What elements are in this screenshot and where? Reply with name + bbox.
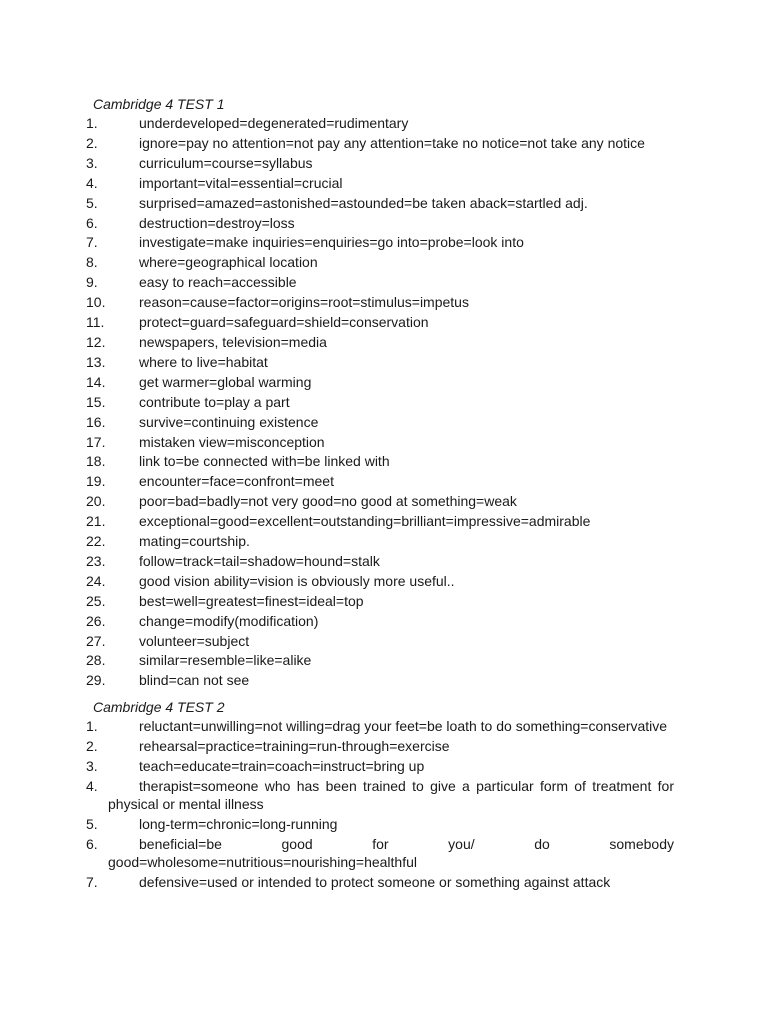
item-number: 29. (86, 672, 106, 689)
item-number: 25. (86, 592, 106, 609)
item-number: 13. (86, 353, 106, 370)
item-text: exceptional=good=excellent=outstanding=brilliant=impressive=admirable (139, 513, 591, 530)
list-item (0, 452, 674, 472)
item-text: reluctant=unwilling=not willing=drag your feet=be loath to do something=conservative (139, 718, 668, 735)
item-number: 12. (86, 333, 106, 350)
item-number: 1. (86, 718, 98, 735)
list-item (0, 592, 674, 612)
item-number: 15. (86, 393, 106, 410)
item-number: 11. (86, 314, 105, 331)
list-item (0, 214, 674, 234)
list-item (0, 671, 674, 691)
list-item (0, 194, 674, 214)
list-item (0, 373, 674, 393)
list-item (0, 651, 674, 671)
item-text: encounter=face=confront=meet (139, 473, 334, 490)
item-number: 2. (86, 134, 98, 151)
item-number: 3. (86, 154, 98, 171)
list-item (0, 572, 674, 592)
list-item (0, 333, 674, 353)
list-item (0, 512, 674, 532)
item-text: good vision ability=vision is obviously more useful.. (139, 572, 455, 589)
item-number: 4. (86, 174, 98, 191)
list-item (0, 492, 674, 512)
item-text: blind=can not see (139, 672, 250, 689)
list-item (0, 174, 674, 194)
item-number: 4. (86, 778, 98, 795)
list-item (0, 413, 674, 433)
item-text: curriculum=course=syllabus (139, 154, 313, 171)
list-item (0, 353, 674, 373)
item-text: easy to reach=accessible (139, 274, 297, 291)
item-text: best=well=greatest=finest=ideal=top (139, 592, 364, 609)
item-text: survive=continuing existence (139, 413, 319, 430)
item-number: 24. (86, 572, 106, 589)
item-number: 18. (86, 453, 106, 470)
item-text: underdeveloped=degenerated=rudimentary (139, 115, 409, 131)
section-test-1 (0, 94, 768, 691)
item-text: beneficial=be good for you/ do somebody good=wholesome=nutritious=nourishing=healthful (108, 836, 674, 871)
vocabulary-list (0, 114, 768, 691)
item-number: 16. (86, 413, 106, 430)
item-text: contribute to=play a part (139, 393, 290, 410)
item-text: teach=educate=train=coach=instruct=bring up (139, 758, 425, 775)
item-number: 17. (86, 433, 106, 450)
item-text: follow=track=tail=shadow=hound=stalk (139, 552, 380, 569)
item-number: 2. (86, 738, 98, 755)
list-item (0, 815, 674, 833)
item-text: get warmer=global warming (139, 373, 312, 390)
item-number: 7. (86, 874, 98, 891)
item-text: reason=cause=factor=origins=root=stimulus=impetus (139, 294, 469, 311)
item-text: similar=resemble=like=alike (139, 652, 312, 669)
list-item (0, 835, 674, 871)
list-item (0, 472, 674, 492)
section-title: Cambridge 4 TEST 2 (93, 699, 225, 716)
list-item (0, 552, 674, 572)
item-text: surprised=amazed=astonished=astounded=be taken aback=startled adj. (139, 194, 588, 211)
list-item (0, 757, 674, 775)
list-item (0, 433, 674, 453)
list-item (0, 717, 674, 735)
item-text: poor=bad=badly=not very good=no good at something=weak (139, 493, 517, 510)
item-number: 23. (86, 552, 106, 569)
item-text: investigate=make inquiries=enquiries=go into=probe=look into (139, 234, 524, 251)
item-number: 7. (86, 234, 98, 251)
item-text: therapist=someone who has been trained to give a particular form of treatment for physical or mental illness (108, 778, 674, 813)
item-number: 6. (86, 214, 98, 231)
item-number: 27. (86, 632, 106, 649)
item-text: volunteer=subject (139, 632, 250, 649)
list-item (0, 233, 674, 253)
list-item (0, 273, 674, 293)
item-number: 6. (86, 836, 98, 853)
item-text: destruction=destroy=loss (139, 214, 295, 231)
list-item (0, 873, 674, 891)
item-number: 3. (86, 758, 98, 775)
item-number: 20. (86, 493, 106, 510)
list-item (0, 612, 674, 632)
item-number: 1. (86, 115, 98, 131)
item-number: 21. (86, 513, 106, 530)
item-text: defensive=used or intended to protect someone or something against attack (139, 874, 611, 891)
item-number: 28. (86, 652, 106, 669)
item-number: 22. (86, 533, 106, 550)
list-item (0, 737, 674, 755)
item-text: change=modify(modification) (139, 612, 319, 629)
item-number: 5. (86, 194, 98, 211)
list-item (0, 632, 674, 652)
item-text: mistaken view=misconception (139, 433, 325, 450)
item-number: 5. (86, 816, 98, 833)
item-number: 9. (86, 274, 98, 291)
item-text: long-term=chronic=long-running (139, 816, 338, 833)
list-item (0, 154, 674, 174)
item-text: important=vital=essential=crucial (139, 174, 343, 191)
list-item (0, 313, 674, 333)
section-test-2 (0, 697, 768, 891)
list-item (0, 393, 674, 413)
list-item (0, 134, 674, 154)
item-text: where=geographical location (139, 254, 318, 271)
list-item (0, 532, 674, 552)
section-title: Cambridge 4 TEST 1 (93, 96, 225, 112)
item-text: newspapers, television=media (139, 333, 327, 350)
vocabulary-list (0, 717, 768, 891)
item-number: 19. (86, 473, 106, 490)
item-text: rehearsal=practice=training=run-through=exercise (139, 738, 450, 755)
list-item (0, 253, 674, 273)
item-number: 14. (86, 373, 106, 390)
list-item (0, 114, 674, 134)
list-item (0, 293, 674, 313)
item-text: mating=courtship. (139, 533, 250, 550)
item-text: protect=guard=safeguard=shield=conservation (139, 314, 429, 331)
item-number: 8. (86, 254, 98, 271)
item-text: ignore=pay no attention=not pay any attention=take no notice=not take any notice (139, 134, 645, 151)
item-text: where to live=habitat (139, 353, 268, 370)
item-number: 10. (86, 294, 106, 311)
list-item (0, 777, 674, 813)
item-number: 26. (86, 612, 106, 629)
item-text: link to=be connected with=be linked with (139, 453, 390, 470)
